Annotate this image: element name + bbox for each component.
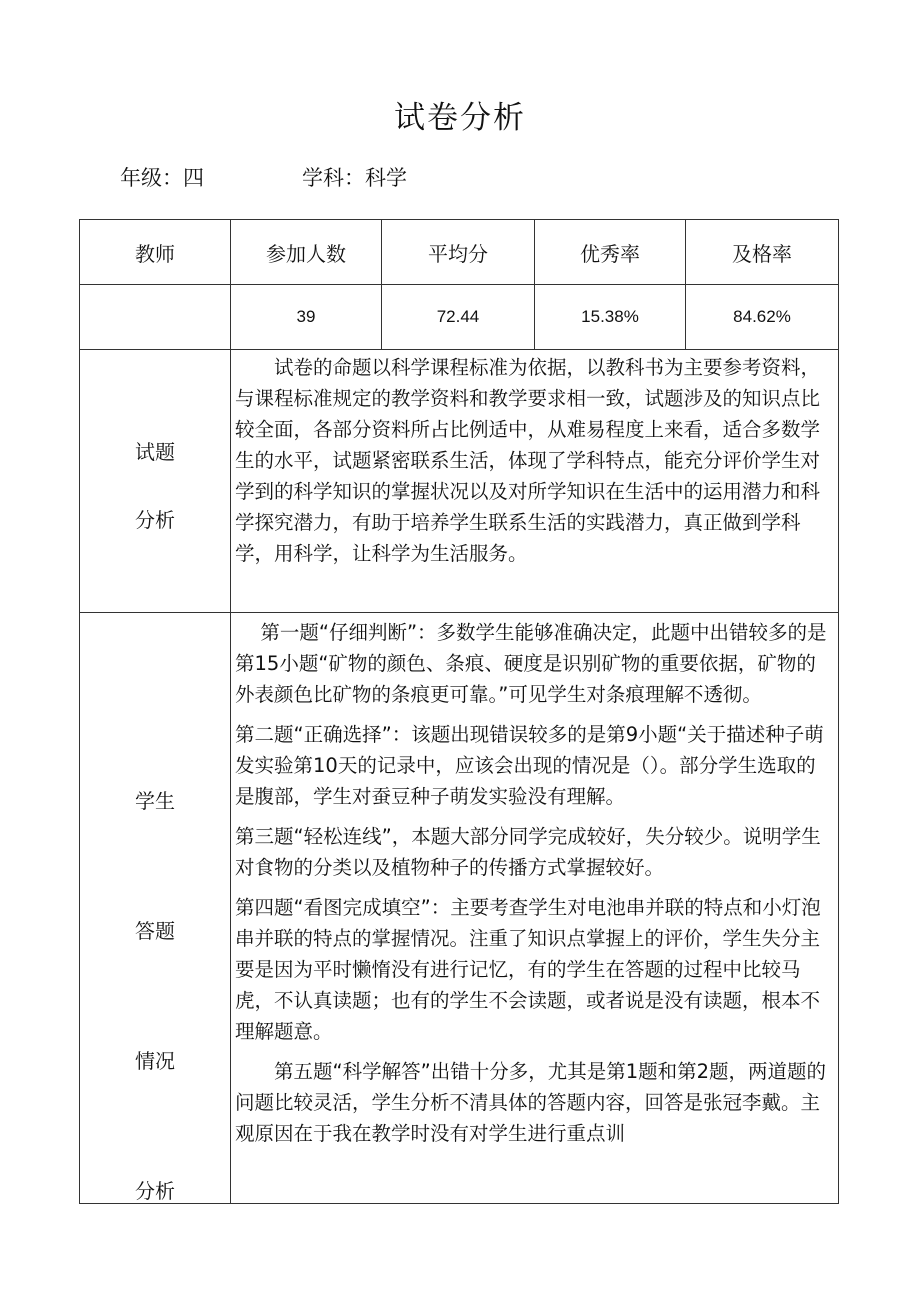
question-analysis-label — [80, 350, 231, 613]
subject-label: 学科：科学 — [302, 166, 407, 190]
question-analysis-text-cell — [231, 350, 839, 613]
student-analysis-paragraph-4: 第四题“看图完成填空”：主要考查学生对电池串并联的特点和小灯泡串并联的特点的掌握情况。注重了知识点掌握上的评价，学生失分主要是因为平时懒惰没有进行记忆，有的学生在答题的过程中比较马虎，不认真读题；也有的学生不会读题，或者说是没有读题，根本不理解题意。 — [235, 896, 821, 1043]
header-teacher: 教师 — [80, 220, 231, 285]
header-participants: 参加人数 — [231, 220, 382, 285]
student-analysis-paragraph-3: 第三题“轻松连线”，本题大部分同学完成较好，失分较少。说明学生对食物的分类以及植物种子的传播方式掌握较好。 — [235, 825, 821, 879]
header-pass-rate: 及格率 — [686, 220, 839, 285]
value-pass-rate: 84.62% — [686, 285, 839, 350]
header-average: 平均分 — [382, 220, 535, 285]
student-analysis-paragraph-5: 第五题“科学解答”出错十分多，尤其是第1题和第2题，两道题的问题比较灵活，学生分析不清具体的答题内容，回答是张冠李戴。主观原因在于我在教学时没有对学生进行重点训 — [235, 1060, 827, 1145]
student-analysis-label-2: 答题 — [135, 919, 175, 943]
value-participants: 39 — [231, 285, 382, 350]
header-row — [80, 220, 839, 285]
question-analysis-label-1: 试题 — [135, 440, 175, 464]
page-title: 试卷分析 — [394, 100, 526, 136]
value-average: 72.44 — [382, 285, 535, 350]
question-analysis-label-2: 分析 — [135, 508, 175, 532]
grade-label: 年级：四 — [120, 166, 204, 190]
student-analysis-row — [80, 613, 839, 1204]
header-excellent-rate: 优秀率 — [535, 220, 686, 285]
student-analysis-label-3: 情况 — [135, 1049, 175, 1073]
student-analysis-paragraph-2: 第二题“正确选择”：该题出现错误较多的是第9小题“关于描述种子萌发实验第10天的记录中，应该会出现的情况是（）。部分学生选取的是腹部，学生对蚕豆种子萌发实验没有理解。 — [235, 723, 824, 808]
value-excellent-rate: 15.38% — [535, 285, 686, 350]
student-analysis-label — [80, 613, 231, 1204]
analysis-table — [79, 219, 839, 1204]
student-analysis-label-1: 学生 — [135, 789, 175, 813]
student-analysis-label-4: 分析 — [135, 1179, 175, 1203]
value-teacher — [80, 285, 231, 350]
student-analysis-paragraph-1: 第一题“仔细判断”：多数学生能够准确决定，此题中出错较多的是第15小题“矿物的颜色、条痕、硬度是识别矿物的重要依据，矿物的外表颜色比矿物的条痕更可靠。”可见学生对条痕理解不透彻。 — [235, 621, 827, 706]
values-row — [80, 285, 839, 350]
student-analysis-text-cell — [231, 613, 839, 1204]
question-analysis-text: 试卷的命题以科学课程标准为依据，以教科书为主要参考资料，与课程标准规定的教学资料和教学要求相一致，试题涉及的知识点比较全面，各部分资料所占比例适中，从难易程度上来看，适合多数学生的水平，试题紧密联系生活，体现了学科特点，能充分评价学生对学到的科学知识的掌握状况以及对所学知识在生活中的运用潜力和科学探究潜力，有助于培养学生联系生活的实践潜力，真正做到学科学，用科学，让科学为生活服务。 — [235, 356, 821, 565]
question-analysis-row — [80, 350, 839, 613]
